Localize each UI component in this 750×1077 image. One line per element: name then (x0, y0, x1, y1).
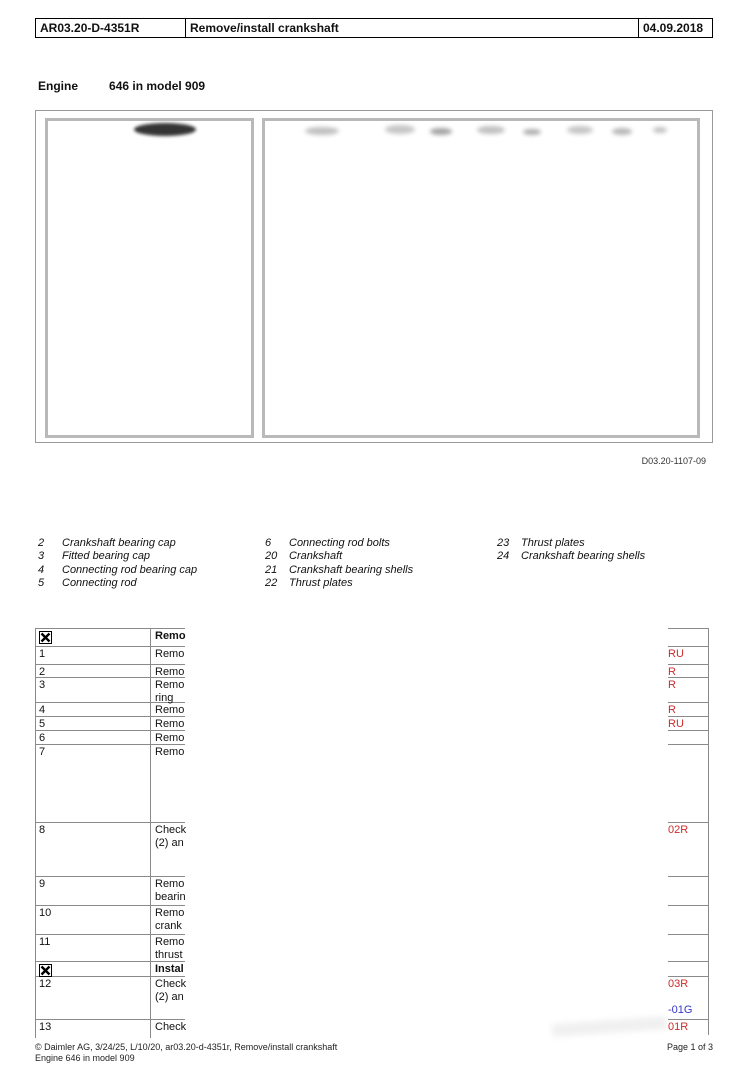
table-section-header (35, 962, 712, 977)
engine-label: Engine (38, 79, 79, 93)
step-number: 11 (36, 935, 151, 961)
legend-column (265, 537, 413, 591)
table-row (35, 731, 712, 745)
legend-item: 22 Thrust plates (265, 577, 353, 590)
step-text: (2) an (155, 837, 184, 849)
figure-caption: D03.20-1107-09 (641, 456, 706, 466)
step-number: 4 (36, 703, 151, 716)
work-steps-icon (39, 964, 52, 977)
figure-artifact (523, 129, 541, 135)
document-code-link[interactable]: R (668, 679, 676, 691)
figure-artifact (567, 126, 593, 134)
table-row (35, 665, 712, 678)
table-row (35, 977, 712, 1020)
table-row (35, 906, 712, 935)
legend-item: 6 Connecting rod bolts (265, 537, 390, 549)
table-row (35, 717, 712, 731)
step-number: 3 (36, 678, 151, 702)
step-number: 12 (36, 977, 151, 1019)
document-code-link-blue[interactable]: -01G (668, 1004, 693, 1016)
figure-artifact (477, 126, 505, 134)
step-text: Check (155, 978, 186, 990)
figure-artifact (385, 125, 415, 134)
step-text: Check (155, 824, 186, 836)
step-number: 1 (36, 647, 151, 664)
table-row (35, 647, 712, 665)
table-row (35, 935, 712, 962)
figure-artifact (134, 123, 196, 136)
step-text: Remo (155, 718, 185, 730)
step-text: Remo (155, 746, 185, 758)
document-code-link[interactable]: 01R (668, 1021, 689, 1033)
procedure-table (35, 628, 712, 1038)
step-text: crank (155, 920, 182, 932)
engine-value: 646 in model 909 (109, 79, 206, 93)
legend-item: 23 Thrust plates (497, 537, 585, 549)
legend-item: 2 Crankshaft bearing cap (38, 537, 176, 549)
step-number: 8 (36, 823, 151, 876)
section-title: Instal (155, 963, 184, 975)
step-number: 9 (36, 877, 151, 905)
figure-artifact (305, 127, 339, 135)
work-steps-icon (39, 631, 52, 644)
footer-copyright: © Daimler AG, 3/24/25, L/10/20, ar03.20-d-4351r, Remove/install crankshaft (35, 1042, 338, 1052)
table-row (35, 877, 712, 906)
step-number: 13 (36, 1020, 151, 1038)
legend-column (38, 537, 197, 591)
step-number: 6 (36, 731, 151, 744)
footer-subject: Engine 646 in model 909 (35, 1053, 135, 1063)
step-text: Remo (155, 878, 185, 890)
figure-artifact (612, 128, 632, 135)
table-section-header (35, 628, 712, 647)
step-text: thrust (155, 949, 183, 961)
table-row (35, 745, 712, 823)
page-footer (35, 1042, 713, 1064)
step-text: Remo (155, 704, 185, 716)
table-row (35, 823, 712, 877)
table-row (35, 678, 712, 703)
step-number: 10 (36, 906, 151, 934)
legend-item: 3 Fitted bearing cap (38, 550, 151, 563)
document-code-link[interactable]: R (668, 704, 676, 716)
step-text: (2) an (155, 991, 184, 1003)
page-indicator: Page 1 of 3 (666, 1042, 713, 1052)
step-text: bearin (155, 891, 186, 903)
document-code-link[interactable]: RU (668, 718, 684, 730)
step-text: Remo (155, 648, 185, 660)
step-text: Remo (155, 936, 185, 948)
section-title: Remo (155, 630, 186, 642)
step-number: 7 (36, 745, 151, 822)
engine-line (38, 79, 205, 93)
step-text: ring (155, 692, 174, 704)
document-number: AR03.20-D-4351R (40, 21, 140, 35)
legend-item: 20 Crankshaft (265, 550, 343, 563)
figure-artifact (653, 127, 667, 133)
document-code-link[interactable]: 02R (668, 824, 689, 836)
step-text: Check (155, 1021, 186, 1033)
step-text: Remo (155, 679, 185, 691)
legend-item: 4 Connecting rod bearing cap (38, 563, 198, 576)
figure-artifact (430, 128, 452, 135)
document-code-link[interactable]: RU (668, 648, 684, 660)
step-number: 5 (36, 717, 151, 730)
table-row (35, 703, 712, 717)
document-title: Remove/install crankshaft (185, 19, 638, 37)
figure-panel-left (45, 118, 254, 438)
step-text: Remo (155, 666, 185, 678)
document-code-link[interactable]: 03R (668, 978, 689, 990)
step-text: Remo (155, 907, 185, 919)
document-code-link[interactable]: R (668, 666, 676, 678)
legend-column (497, 537, 645, 564)
legend-item: 24 Crankshaft bearing shells (497, 550, 646, 563)
step-number: 2 (36, 665, 151, 677)
legend-item: 21 Crankshaft bearing shells (265, 563, 414, 576)
document-date: 04.09.2018 (638, 19, 712, 37)
figure-frame (35, 110, 713, 443)
figure-panel-right (262, 118, 700, 438)
document-header (35, 18, 713, 38)
legend-item: 5 Connecting rod (38, 577, 137, 590)
step-text: Remo (155, 732, 185, 744)
